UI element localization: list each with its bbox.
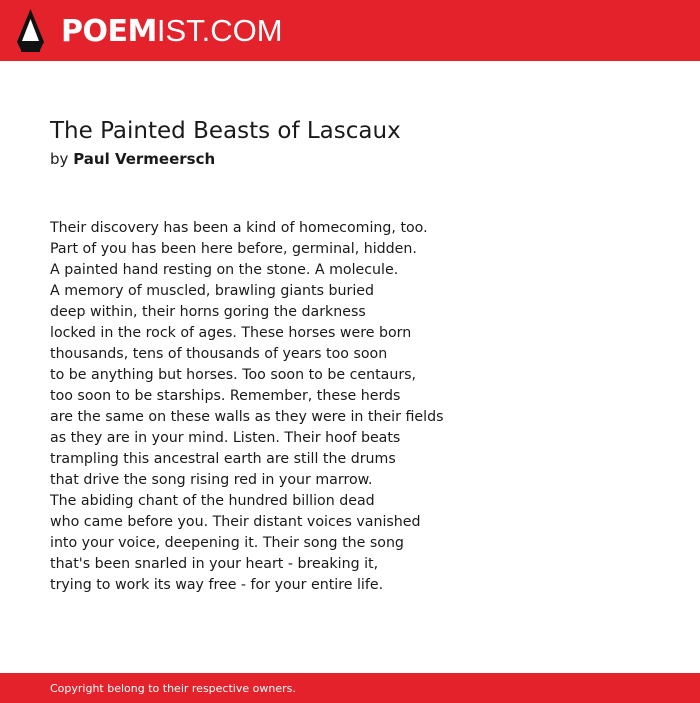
site-footer — [0, 673, 700, 703]
poem-line: that's been snarled in your heart - breaking it, — [50, 556, 379, 572]
by-label: by — [50, 150, 69, 168]
poem-line: Their discovery has been a kind of homecoming, too. — [50, 220, 428, 236]
poem-line: to be anything but horses. Too soon to be centaurs, — [50, 367, 417, 383]
poem-line: deep within, their horns goring the darkness — [50, 304, 366, 320]
logo-bold-text: POEM — [61, 14, 157, 49]
poem-line: The abiding chant of the hundred billion dead — [50, 493, 375, 509]
poem-line: thousands, tens of thousands of years too soon — [50, 346, 388, 362]
poem-line: trying to work its way free - for your entire life. — [50, 577, 384, 593]
copyright-text: Copyright belong to their respective owners. — [50, 682, 296, 695]
poem-title: The Painted Beasts of Lascaux — [50, 118, 401, 144]
poem-line: A memory of muscled, brawling giants buried — [50, 283, 375, 299]
logo-thin-text: IST.COM — [156, 13, 283, 48]
poem-author: Paul Vermeersch — [73, 150, 216, 168]
pencil-tip-icon[interactable] — [17, 9, 44, 52]
poem-body — [50, 218, 650, 596]
poem-line: who came before you. Their distant voices vanished — [50, 514, 421, 530]
site-logo[interactable] — [61, 12, 283, 50]
poem-line: Part of you has been here before, germinal, hidden. — [50, 241, 417, 257]
poem-line: trampling this ancestral earth are still the drums — [50, 451, 396, 467]
poem-line: are the same on these walls as they were in their fields — [50, 409, 444, 425]
site-header — [0, 0, 700, 61]
poem-byline — [50, 149, 215, 169]
poem-line: A painted hand resting on the stone. A molecule. — [50, 262, 399, 278]
poem-line: that drive the song rising red in your marrow. — [50, 472, 373, 488]
poem-line: as they are in your mind. Listen. Their hoof beats — [50, 430, 401, 446]
poem-line: too soon to be starships. Remember, these herds — [50, 388, 401, 404]
poem-line: locked in the rock of ages. These horses were born — [50, 325, 412, 341]
poem-line: into your voice, deepening it. Their song the song — [50, 535, 404, 551]
